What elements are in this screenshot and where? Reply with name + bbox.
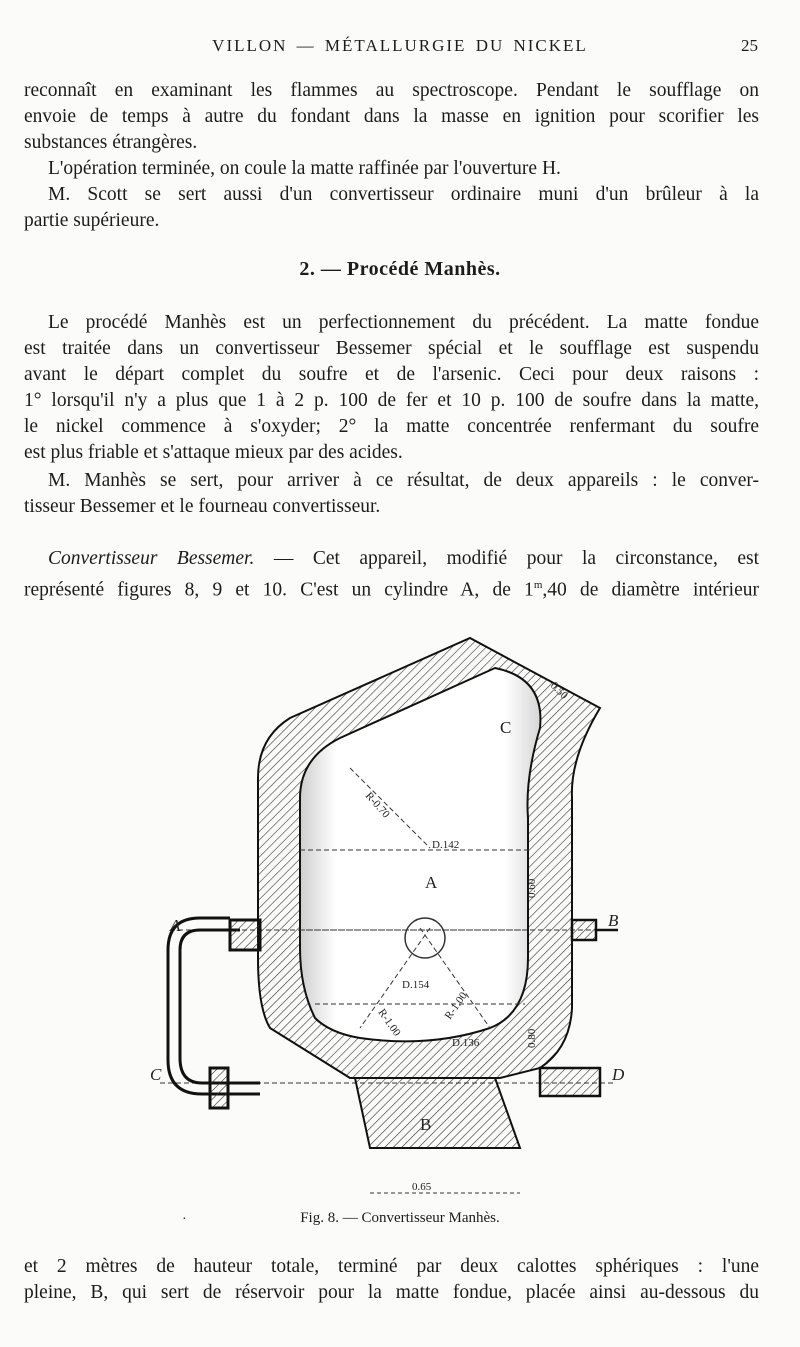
- text-line: partie supérieure.: [24, 210, 160, 231]
- dim-r070: R-0.70: [362, 789, 392, 821]
- text-fragment: — Cet appareil, modifié pour la circonstance, est: [254, 548, 759, 569]
- caption-dot: ·: [182, 1212, 187, 1227]
- figure-caption: Fig. 8. — Convertisseur Manhès.: [300, 1210, 500, 1226]
- text-line: reconnaît en examinant les flammes au spectroscope. Pendant le soufflage on: [24, 80, 759, 101]
- paragraph-5: [24, 468, 759, 520]
- text-line: est traitée dans un convertisseur Bessemer spécial et le soufflage est suspendu: [24, 338, 759, 359]
- page-number: 25: [741, 36, 758, 55]
- dim-d136: D.136: [452, 1037, 480, 1049]
- paragraph-4: [24, 310, 759, 466]
- text-fragment: représenté figures 8, 9 et 10. C'est un cylindre A, de 1: [24, 579, 534, 601]
- text-line: [24, 546, 759, 572]
- converter-base: [355, 1078, 520, 1148]
- text-line: Le procédé Manhès est un perfectionnement du précédent. La matte fondue: [48, 312, 759, 333]
- text-line: tisseur Bessemer et le fourneau convertisseur.: [24, 496, 381, 517]
- side-label-C: C: [150, 1065, 162, 1084]
- superscript: m: [533, 579, 543, 591]
- text-line: [24, 572, 759, 604]
- dim-v060: 0.60: [526, 878, 538, 898]
- running-title: VILLON — MÉTALLURGIE DU NICKEL: [212, 36, 588, 55]
- dim-d154: D.154: [402, 979, 430, 991]
- label-C: C: [500, 718, 512, 737]
- section-heading: 2. — Procédé Manhès.: [299, 258, 501, 280]
- side-label-B: B: [608, 911, 619, 930]
- paragraph-2: [48, 156, 759, 182]
- text-line: pleine, B, qui sert de réservoir pour la matte fondue, placée ainsi au-dessous du: [24, 1282, 759, 1303]
- label-A: A: [425, 873, 438, 892]
- italic-lead: Convertisseur Bessemer.: [48, 548, 255, 569]
- side-label-A: A: [170, 916, 181, 935]
- text-line: et 2 mètres de hauteur totale, terminé par deux calottes sphériques : l'une: [24, 1256, 759, 1277]
- paragraph-1: [24, 78, 759, 156]
- side-label-D: D: [612, 1065, 625, 1084]
- dim-v080: 0.80: [526, 1028, 538, 1048]
- text-line: est plus friable et s'attaque mieux par des acides.: [24, 442, 403, 463]
- running-head: [0, 36, 800, 62]
- text-line: 1° lorsqu'il n'y a plus que 1 à 2 p. 100 de fer et 10 p. 100 de soufre dans la matte,: [24, 390, 759, 411]
- dim-r100a: R-1.00: [375, 1006, 403, 1039]
- label-B: B: [420, 1115, 432, 1134]
- dim-top050: 0.50: [547, 679, 570, 702]
- text-line: substances étrangères.: [24, 132, 198, 153]
- text-line: L'opération terminée, on coule la matte raffinée par l'ouverture H.: [48, 158, 561, 179]
- dim-bottom065: 0.65: [412, 1181, 432, 1193]
- tuyere-pipe: [168, 918, 260, 1108]
- dim-d142: D.142: [432, 839, 460, 851]
- text-line: envoie de temps à autre du fondant dans la masse en ignition pour scorifier les: [24, 106, 759, 127]
- paragraph-3: [24, 182, 759, 234]
- text-line: M. Manhès se sert, pour arriver à ce résultat, de deux appareils : le conver-: [48, 470, 759, 491]
- text-line: le nickel commence à s'oxyder; 2° la matte concentrée renfermant du soufre: [24, 416, 759, 437]
- paragraph-6: [24, 546, 759, 604]
- dim-r100b: R-1.00: [442, 990, 470, 1022]
- text-line: M. Scott se sert aussi d'un convertisseur ordinaire muni d'un brûleur à la: [48, 184, 759, 205]
- figure-convertisseur: [140, 628, 640, 1208]
- text-fragment: ,40 de diamètre intérieur: [542, 579, 759, 601]
- converter-drawing: [140, 628, 640, 1208]
- text-line: avant le départ complet du soufre et de l'arsenic. Ceci pour deux raisons :: [24, 364, 759, 385]
- paragraph-7: [24, 1254, 759, 1306]
